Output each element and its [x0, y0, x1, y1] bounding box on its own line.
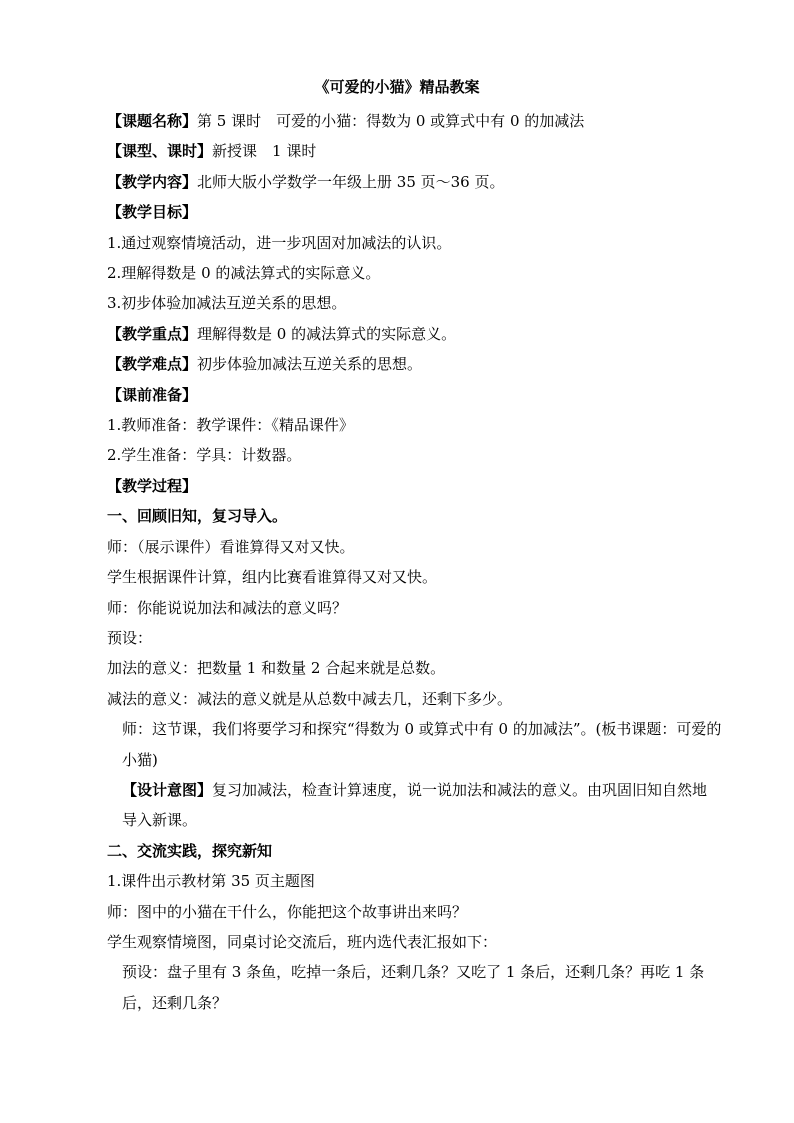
- field-value: 第 5 课时 可爱的小猫：得数为 0 或算式中有 0 的加减法: [197, 112, 585, 130]
- process-heading: 【教学过程】: [107, 476, 198, 495]
- section-heading: 一、回顾旧知，复习导入。: [107, 507, 288, 526]
- field-label: 【课型、课时】: [107, 142, 213, 161]
- course-type-field: [107, 136, 722, 166]
- field-label: 【设计意图】: [122, 780, 213, 799]
- goals-heading: 【教学目标】: [107, 203, 198, 222]
- goal-item: 2.理解得数是 0 的减法算式的实际意义。: [107, 264, 381, 283]
- field-label: 【教学内容】: [107, 172, 198, 191]
- prep-item: 1.教师准备：教学课件：《精品课件》: [107, 416, 354, 435]
- paragraph: 预设：盘子里有 3 条鱼，吃掉一条后，还剩几条？又吃了 1 条后，还剩几条？再吃 1 条后，还剩几条？: [122, 963, 705, 1012]
- document-body: [107, 106, 722, 1018]
- paragraph: 师：这节课，我们将要学习和探究“得数为 0 或算式中有 0 的加减法”。(板书课题：可爱的小猫): [122, 720, 722, 769]
- prep-heading: 【课前准备】: [107, 385, 198, 404]
- paragraph: 学生观察情境图，同桌讨论交流后，班内选代表汇报如下：: [107, 932, 498, 951]
- goal-item: 1.通过观察情境活动，进一步巩固对加减法的认识。: [107, 233, 452, 252]
- teaching-content-field: [107, 167, 722, 197]
- paragraph: 1.课件出示教材第 35 页主题图: [107, 872, 315, 891]
- paragraph: 学生根据课件计算，组内比赛看谁算得又对又快。: [107, 568, 438, 587]
- prep-item: 2.学生准备：学具：计数器。: [107, 446, 302, 465]
- field-label: 【教学重点】: [107, 324, 198, 343]
- field-value: 初步体验加减法互逆关系的思想。: [197, 355, 423, 374]
- paragraph: 师：（展示课件）看谁算得又对又快。: [107, 537, 355, 556]
- field-label: 【课题名称】: [107, 112, 198, 130]
- paragraph: 预设：: [107, 628, 153, 647]
- field-value: 新授课 1 课时: [212, 142, 317, 161]
- goal-item: 3.初步体验加减法互逆关系的思想。: [107, 294, 347, 313]
- paragraph: 师：图中的小猫在干什么，你能把这个故事讲出来吗？: [107, 902, 468, 921]
- field-label: 【教学难点】: [107, 355, 198, 374]
- design-intent-field: [107, 775, 722, 836]
- paragraph: 师：你能说说加法和减法的意义吗？: [107, 598, 348, 617]
- course-name-field: [107, 106, 722, 136]
- field-value: 北师大版小学数学一年级上册 35 页～36 页。: [197, 172, 505, 191]
- difficulty-field: [107, 349, 722, 379]
- paragraph: 加法的意义：把数量 1 和数量 2 合起来就是总数。: [107, 659, 446, 678]
- document-title: 《可爱的小猫》精品教案: [314, 78, 480, 96]
- paragraph: 减法的意义：减法的意义就是从总数中减去几，还剩下多少。: [107, 689, 513, 708]
- field-value: 理解得数是 0 的减法算式的实际意义。: [197, 324, 457, 343]
- field-value: 复习加减法，检查计算速度，说一说加法和减法的意义。由巩固旧知自然地导入新课。: [122, 780, 708, 830]
- key-point-field: [107, 319, 722, 349]
- section-heading: 二、交流实践，探究新知: [107, 841, 273, 860]
